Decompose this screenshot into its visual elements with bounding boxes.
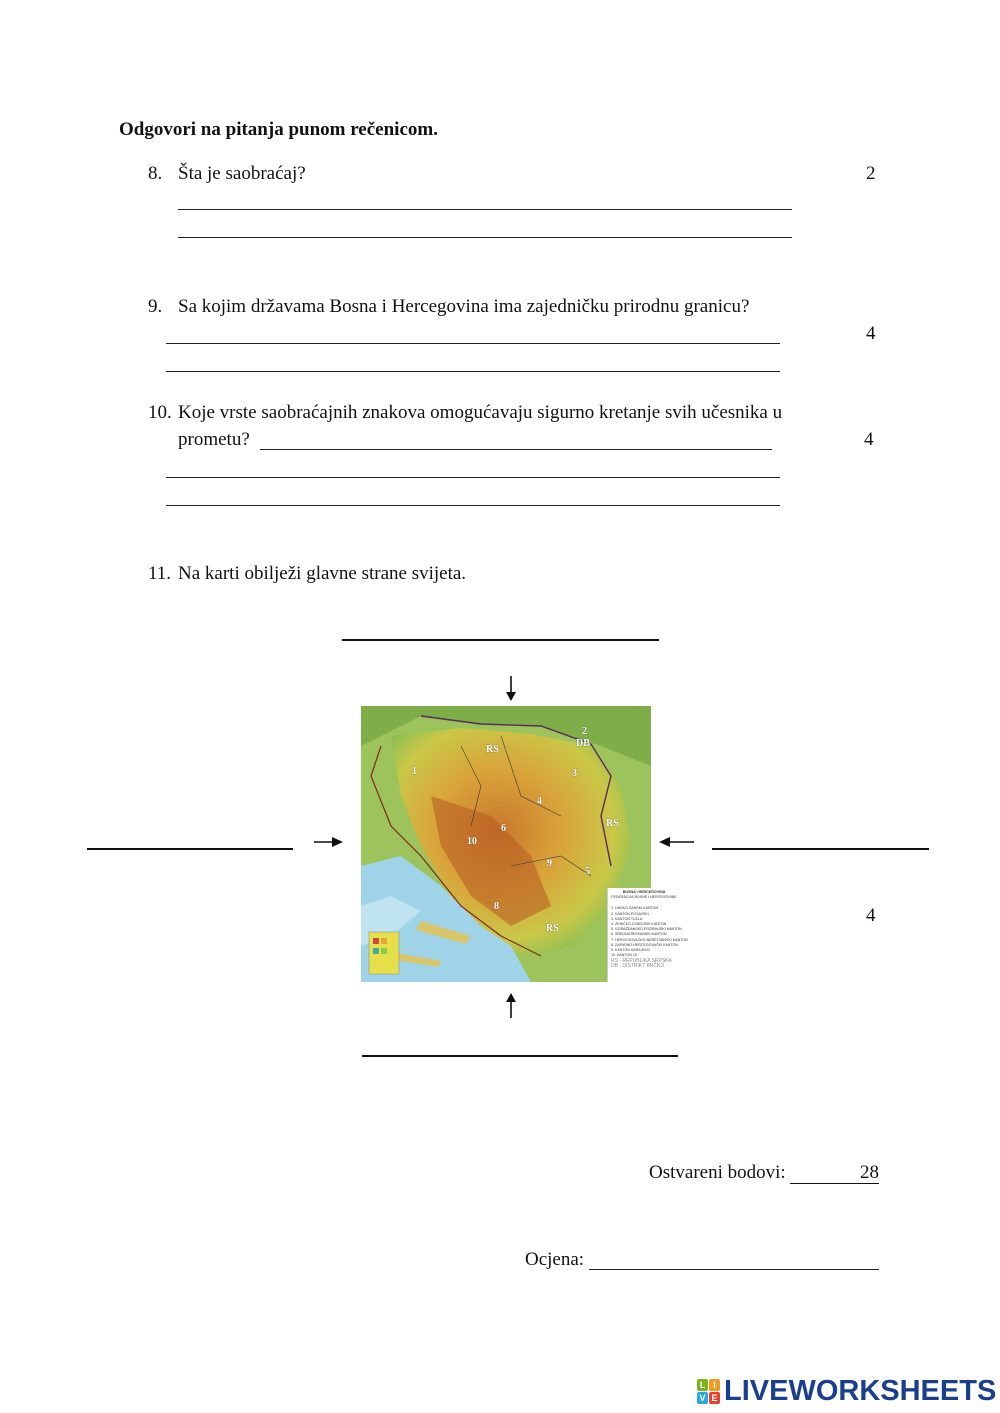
answer-line[interactable] <box>166 477 780 478</box>
legend-item: 2. KANTON POSAVSKI <box>611 911 649 916</box>
map-legend <box>607 888 688 982</box>
logo-badge-icon: L I V E <box>697 1379 721 1405</box>
question-11-text: Na karti obilježi glavne strane svijeta. <box>178 563 467 584</box>
score-field[interactable] <box>790 1162 879 1184</box>
question-11-number: 11. <box>148 563 172 584</box>
answer-line[interactable] <box>178 209 792 210</box>
map-label: RS <box>486 744 499 755</box>
question-8-text: Šta je saobraćaj? <box>178 163 306 184</box>
map-label: 4 <box>537 796 542 807</box>
logo-text: LIVEWORKSHEETS <box>724 1375 997 1407</box>
grade-label: Ocjena: <box>525 1249 585 1270</box>
arrow-down-icon <box>504 676 518 702</box>
question-8-number: 8. <box>148 163 163 184</box>
instruction-heading: Odgovori na pitanja punom rečenicom. <box>119 119 438 140</box>
arrow-right-icon <box>314 835 344 849</box>
legend-subtitle: FEDERACIJA BOSNE I HERCEGOVINE <box>611 895 677 900</box>
map-label: 1 <box>412 766 417 777</box>
legend-item: 9. KANTON SARAJEVO <box>611 948 651 953</box>
map-label: DB <box>576 738 590 749</box>
question-11-points: 4 <box>866 905 876 926</box>
map-label: 10 <box>467 836 477 847</box>
answer-line[interactable] <box>178 237 792 238</box>
score-label: Ostvareni bodovi: <box>649 1162 786 1183</box>
legend-item: 5. GORAŽDANSKO-PODRINJSKI KANTON <box>611 927 682 932</box>
answer-line[interactable] <box>166 343 780 344</box>
question-9-text: Sa kojim državama Bosna i Hercegovina ima zajedničku prirodnu granicu? <box>178 296 750 317</box>
grade-field[interactable] <box>589 1269 879 1270</box>
question-8-points: 2 <box>866 163 876 184</box>
legend-title: BOSNA I HERCEGOVINA <box>622 890 666 894</box>
question-9-points: 4 <box>866 323 876 344</box>
question-10-text: Koje vrste saobraćajnih znakova omogućavaju sigurno kretanje svih učesnika u <box>178 402 783 423</box>
arrow-left-icon <box>658 835 694 849</box>
answer-line[interactable] <box>260 449 772 450</box>
west-answer-line[interactable] <box>87 848 293 850</box>
legend-item: 4. ZENIČKO-DOBOJSKI KANTON <box>611 922 667 927</box>
question-10-points: 4 <box>864 429 874 450</box>
legend-item-rs: RS - REPUBLIKA SRPSKA <box>611 958 672 965</box>
legend-item: 10. KANTON 10 <box>611 953 637 958</box>
legend-item: 7. HERCEGOVAČKO-NERETVANSKI KANTON <box>611 937 688 942</box>
map-label: 5 <box>585 866 590 877</box>
map-label: 3 <box>572 768 577 779</box>
map-label: 6 <box>501 823 506 834</box>
legend-item: 6. SREDNJOBOSANSKI KANTON <box>611 932 667 937</box>
map-label: 9 <box>547 858 552 869</box>
question-10-text-continued: prometu? <box>178 429 250 450</box>
answer-line[interactable] <box>166 371 780 372</box>
legend-item: 1. UNSKO-SANSKI KANTON <box>611 906 659 911</box>
legend-item-db: DB - DISTRIKT BRČKO <box>611 963 665 970</box>
map-label: 2 <box>582 726 587 737</box>
map-label: RS <box>606 818 619 829</box>
score-value: 28 <box>860 1162 879 1183</box>
north-answer-line[interactable] <box>342 639 659 641</box>
legend-item: 3. KANTON TUZLA <box>611 916 643 921</box>
map-label: 8 <box>494 901 499 912</box>
south-answer-line[interactable] <box>362 1055 678 1057</box>
answer-line[interactable] <box>166 505 780 506</box>
map-label: RS <box>546 923 559 934</box>
arrow-up-icon <box>504 992 518 1018</box>
question-10-number: 10. <box>148 402 172 423</box>
east-answer-line[interactable] <box>712 848 929 850</box>
legend-item: 8. ZAPADNO-HERCEGOVAČKI KANTON <box>611 942 678 947</box>
question-9-number: 9. <box>148 296 163 317</box>
